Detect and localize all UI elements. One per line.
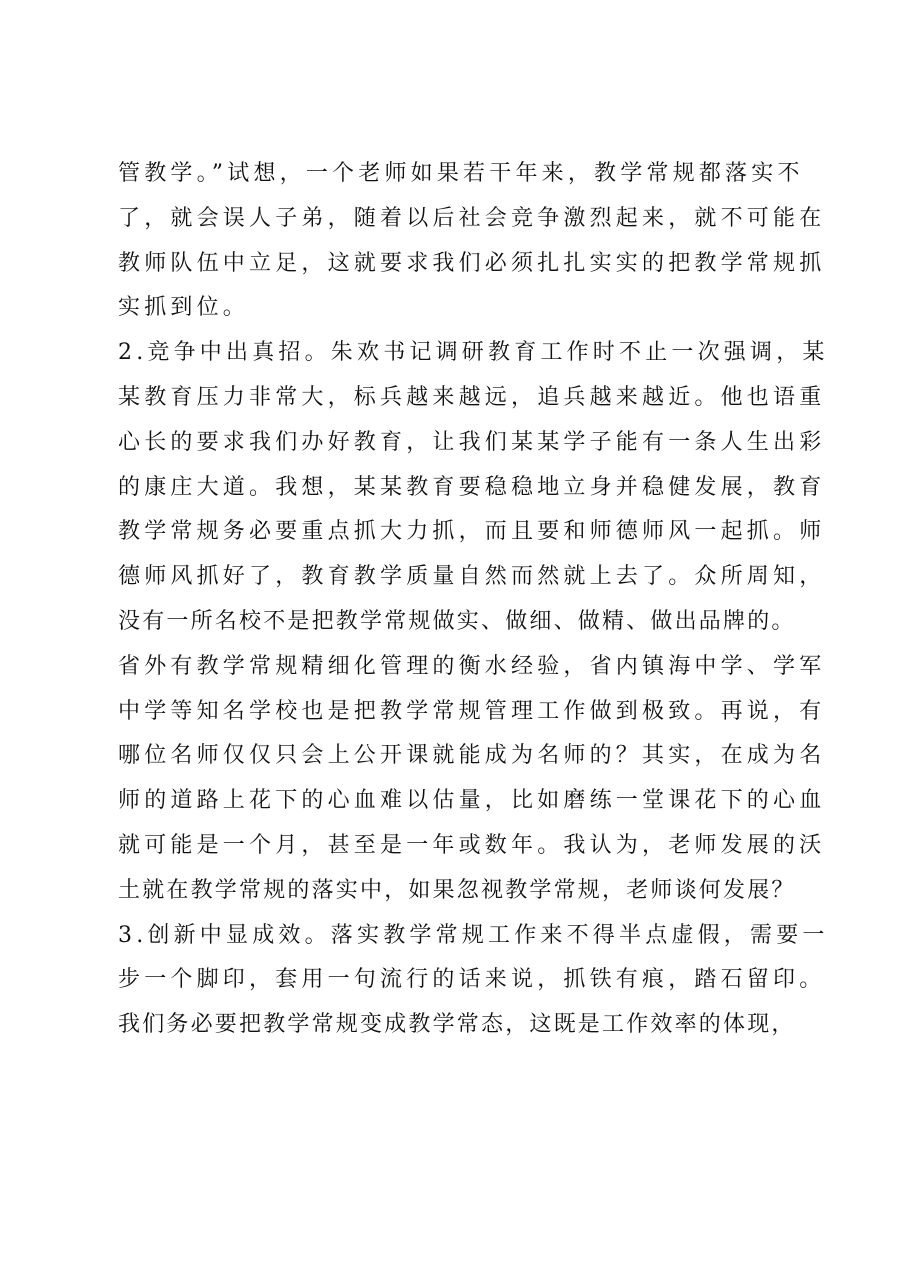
text-line: 教师队伍中立足，这就要求我们必须扎扎实实的把教学常规抓 — [118, 250, 826, 276]
text-line: 管教学。”试想，一个老师如果若干年来，教学常规都落实不 — [118, 161, 804, 186]
text-line: 德师风抓好了，教育教学质量自然而然就上去了。众所周知， — [118, 564, 826, 590]
text-line: 了，就会误人子弟，随着以后社会竞争激烈起来，就不可能在 — [118, 205, 826, 231]
text-line: 教学常规务必要重点抓大力抓，而且要和师德师风一起抓。师 — [118, 519, 826, 545]
text-line: 没有一所名校不是把教学常规做实、做细、做精、做出品牌的。 — [118, 608, 796, 634]
text-line: 就可能是一个月，甚至是一年或数年。我认为，老师发展的沃 — [118, 832, 826, 858]
section-2-heading-line: 2.竞争中出真招。朱欢书记调研教育工作时不止一次强调，某 — [118, 340, 829, 366]
text-line: 中学等知名学校也是把教学常规管理工作做到极致。再说，有 — [118, 698, 826, 724]
text-line: 步一个脚印，套用一句流行的话来说，抓铁有痕，踏石留印。 — [118, 967, 826, 993]
text-line: 心长的要求我们办好教育，让我们某某学子能有一条人生出彩 — [118, 429, 826, 455]
text-line: 的康庄大道。我想，某某教育要稳稳地立身并稳健发展，教育 — [118, 474, 826, 500]
text-line: 省外有教学常规精细化管理的衡水经验，省内镇海中学、学军 — [118, 653, 826, 679]
section-3-heading-line: 3.创新中显成效。落实教学常规工作来不得半点虚假，需要一 — [118, 922, 829, 948]
text-line: 实抓到位。 — [118, 295, 250, 321]
body-text — [118, 152, 838, 1048]
text-line: 师的道路上花下的心血难以估量，比如磨练一堂课花下的心血 — [118, 788, 826, 814]
text-line: 土就在教学常规的落实中，如果忽视教学常规，老师谈何发展？ — [118, 877, 796, 903]
text-line: 某教育压力非常大，标兵越来越远，追兵越来越近。他也语重 — [118, 384, 826, 410]
text-line: 我们务必要把教学常规变成教学常态，这既是工作效率的体现， — [118, 1012, 796, 1038]
text-line: 哪位名师仅仅只会上公开课就能成为名师的？其实，在成为名 — [118, 743, 826, 769]
